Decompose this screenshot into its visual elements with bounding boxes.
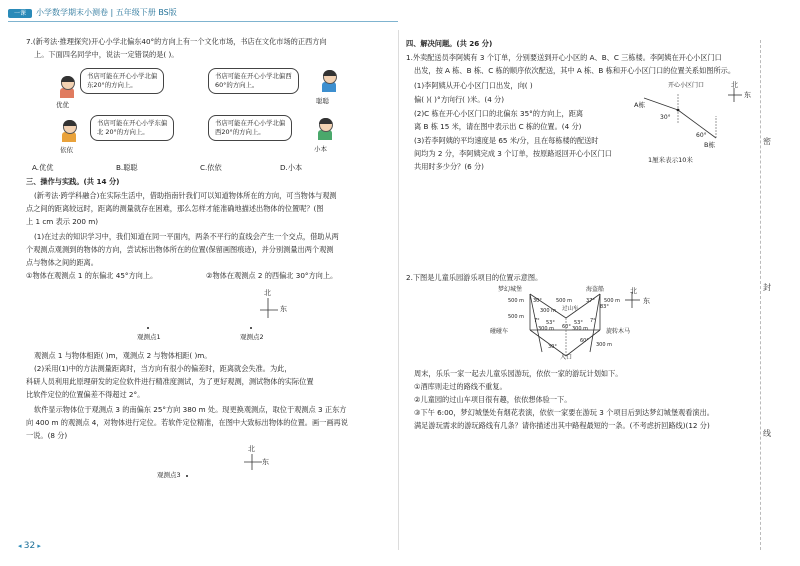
s4-q1-l5: (2)C 栋在开心小区门口的北偏东 35°的方向上，距离 xyxy=(414,109,584,118)
bubble-youyou-l2: 东20°的方向上。 xyxy=(87,81,137,89)
bubble-youyou xyxy=(80,68,164,94)
bubble-yiyi-l1: 书店可能在开心小学东偏 xyxy=(97,119,168,127)
s4-q1-l8: 间均为 2 分，李阿姨完成 3 个订单，按原路返回开心小区门口 xyxy=(414,149,612,158)
page-number-text: 32 xyxy=(23,541,36,551)
observation-point-1-dot xyxy=(147,327,149,329)
binding-line xyxy=(760,40,761,550)
kid-youyou-name: 优优 xyxy=(56,101,69,109)
s4-q2-text-5: 满足游玩需求的游玩路线有几条？请你描述出其中路程最短的一条。(不考虑折回路线)(12 分) xyxy=(414,421,710,430)
park-coaster: 过山车 xyxy=(562,306,579,312)
map1-scale: 1厘米表示10米 xyxy=(648,156,693,164)
option-a: A.优优 xyxy=(32,163,54,172)
kid-xiaoben-name: 小本 xyxy=(314,145,327,153)
s4-q2-text-2: ①酒库则走过的路线不重复。 xyxy=(414,382,507,391)
observation-point-1-label: 观测点1 xyxy=(137,333,161,341)
observation-point-2-label: 观测点2 xyxy=(240,333,264,341)
map1-angle-b: 60° xyxy=(696,132,707,139)
observation-point-3-label: 观测点3 xyxy=(157,471,181,479)
map1-east: 东 xyxy=(744,91,751,99)
compass2-north: 北 xyxy=(248,445,255,453)
park-dist-4: 500 m xyxy=(604,298,621,304)
s3-p1-l2: 点之间的距离较远时，距离的测量就存在困难，那么怎样才能准确地描述出物体的位置呢？(图 xyxy=(26,204,324,213)
observation-point-3-dot xyxy=(186,475,188,477)
s3-p3-l1: (2)采用(1)中的方法测量距离时，当方向有很小的偏差时，距离就会失准。为此， xyxy=(34,364,292,373)
header-underline xyxy=(8,21,398,22)
s3-p3-l4: 软件显示物体位于观测点 3 的南偏东 25°方向 380 m 处。现更换观测点，取位于观测点 3 正东方 xyxy=(34,405,347,414)
bubble-youyou-l1: 书店可能在开心小学北偏 xyxy=(87,72,158,80)
s4-q2-text-3: ②儿童园的过山车项目很有趣，依依想体验一下。 xyxy=(414,395,572,404)
park-ship: 海盗船 xyxy=(586,286,605,293)
s3-distance-line: 观测点 1 与物体相距( )m，观测点 2 与物体相距( )m。 xyxy=(34,351,212,360)
s4-q2-title: 2.下图是儿童乐园游乐项目的位置示意图。 xyxy=(406,273,543,282)
kid-yiyi-figure xyxy=(60,120,78,142)
option-d: D.小本 xyxy=(280,163,303,172)
park-dist-1: 500 m xyxy=(508,298,525,304)
margin-char-3: 线 xyxy=(763,429,771,438)
kid-yiyi-name: 依依 xyxy=(60,146,73,154)
s4-q1-l7: (3)若李阿姨的平均速度是 65 米/分，且在每栋楼的配送时 xyxy=(414,136,599,145)
s4-q2-text-4: ③下午 6:00，梦幻城堡处有烟花表演，依依一家要在游玩 3 个项目后到达梦幻城堡观看演出。 xyxy=(414,408,714,417)
s3-p3-l5: 向 400 m 的观测点 4，对物体进行定位。若软件定位精准，在图中大致标出物体的位置。画一画再说 xyxy=(26,418,348,427)
bubble-xiaoben-l1: 书店可能在开心小学北偏 xyxy=(215,119,286,127)
map1-gate-label: 开心小区门口 xyxy=(668,82,705,89)
park-dist-6: 300 m xyxy=(572,326,589,332)
park-angle-1: 30° xyxy=(533,298,542,304)
s3-p3-l6: 一说。(8 分) xyxy=(26,431,68,440)
s4-q1-l3: (1)李阿姨从开心小区门口出发，向( ) xyxy=(414,81,533,90)
kid-youyou-figure xyxy=(58,76,76,98)
bubble-yiyi xyxy=(90,115,174,141)
park-angle-8: 60° xyxy=(562,324,571,330)
s3-p1-l1: (新考法·跨学科融合)在实际生活中，借助指南针我们可以知道物体所在的方向，可当物体与观测 xyxy=(34,191,337,200)
section3-title: 三、操作与实践。(共 14 分) xyxy=(26,177,120,186)
s4-q1-l6: 离 B 栋 15 米，请在图中表示出 C 栋的位置。(4 分) xyxy=(414,122,582,131)
compass1-east: 东 xyxy=(280,305,287,313)
s3-obs2: ②物体在观测点 2 的西偏北 30°方向上。 xyxy=(206,271,338,280)
observation-point-2-dot xyxy=(250,327,252,329)
bubble-xiaoben xyxy=(208,115,292,141)
map1-north: 北 xyxy=(731,81,738,89)
s3-p2-l3: 点与物体之间的距离。 xyxy=(26,258,98,267)
park-dist-5: 300 m xyxy=(538,326,555,332)
compass2-east: 东 xyxy=(262,458,269,466)
margin-char-1: 密 xyxy=(763,137,771,146)
header-badge: 一课 xyxy=(8,9,32,18)
park-angle-10: 30° xyxy=(548,344,557,350)
s3-p1-l3: 上 1 cm 表示 200 m) xyxy=(26,217,99,226)
header-title: 小学数学期末小测卷 | 五年级下册 BS版 xyxy=(36,8,177,17)
bubble-yiyi-l2: 北 20°的方向上。 xyxy=(97,128,149,136)
s4-q1-l4: 偏( )( )°方向行( )米。(4 分) xyxy=(414,95,505,104)
section4-title: 四、解决问题。(共 26 分) xyxy=(406,39,493,48)
s4-q1-l2: 出发，按 A 栋、B 栋、C 栋的顺序依次配送，其中 A 栋、B 栋和开心小区门口的位置关系如图所示。 xyxy=(414,66,736,75)
page-number xyxy=(18,541,41,551)
compass-rose-1 xyxy=(254,288,294,322)
park-east: 东 xyxy=(643,297,650,305)
s3-p3-l2: 科研人员利用此原理研发的定位软件进行精准度测试，为了更好观测，测试物体的实际位置 xyxy=(26,377,314,386)
park-dist-3: 500 m xyxy=(556,298,573,304)
kid-congcong-name: 聪聪 xyxy=(316,97,329,105)
map1-angle-a: 30° xyxy=(660,114,671,121)
park-carousel: 旋转木马 xyxy=(606,328,631,335)
park-castle: 梦幻城堡 xyxy=(498,286,523,293)
bubble-congcong xyxy=(208,68,299,94)
park-angle-3: 83° xyxy=(600,304,609,310)
option-c: C.依依 xyxy=(200,163,222,172)
q7-line1: 7.(新考法·推理探究)开心小学北偏东40°的方向上有一个文化市场，书店在文化市场的正西方向 xyxy=(26,37,327,46)
map1-b-label: B栋 xyxy=(704,141,715,149)
margin-char-2: 封 xyxy=(763,283,771,292)
bubble-xiaoben-l2: 西20°的方向上。 xyxy=(215,128,265,136)
park-angle-7: 7° xyxy=(590,318,596,324)
kid-congcong-figure xyxy=(320,70,338,92)
column-divider xyxy=(398,30,399,550)
park-angle-4: 7° xyxy=(534,318,540,324)
kid-xiaoben-figure xyxy=(316,118,334,140)
park-angle-5: 53° xyxy=(546,320,555,326)
park-angle-6: 53° xyxy=(574,320,583,326)
s3-obs1: ①物体在观测点 1 的东偏北 45°方向上。 xyxy=(26,271,158,280)
park-north: 北 xyxy=(630,287,637,295)
option-b: B.聪聪 xyxy=(116,163,138,172)
bubble-congcong-l1: 书店可能在开心小学北偏西 xyxy=(215,72,292,80)
park-dist-8: 300 m xyxy=(596,342,613,348)
park-dist-7: 500 m xyxy=(508,314,525,320)
s3-p2-l1: (1)在过去的知识学习中，我们知道在同一平面内，两条不平行的直线会产生一个交点，借助从两 xyxy=(34,232,339,241)
s3-p3-l3: 比软件定位的位置偏差不得超过 2°。 xyxy=(26,390,145,399)
q7-line2: 上。下面四名同学中，说法一定错误的是( )。 xyxy=(34,50,179,59)
park-dist-2: 300 m xyxy=(540,308,557,314)
park-angle-9: 60° xyxy=(580,338,589,344)
s4-q1-l1: 1.外卖配送员李阿姨有 3 个订单，分别要送到开心小区的 A、B、C 三栋楼。李阿姨在开心小区门口 xyxy=(406,53,722,62)
next-page-icon: ▸ xyxy=(35,542,41,550)
s4-q1-l9: 共用时多少分？(6 分) xyxy=(414,162,484,171)
bubble-congcong-l2: 60°的方向上。 xyxy=(215,81,259,89)
map1-a-label: A栋 xyxy=(634,101,645,109)
s4-q2-text-1: 周末，乐乐一家一起去儿童乐园游玩，依依一家的游玩计划如下。 xyxy=(414,369,623,378)
park-angle-2: 37° xyxy=(586,298,595,304)
prev-page-icon: ◂ xyxy=(18,542,24,550)
park-entrance: 入口 xyxy=(560,354,573,361)
compass-rose-2 xyxy=(240,444,280,474)
compass1-north: 北 xyxy=(264,289,271,297)
s3-p2-l2: 个观测点观测到的物体的方向，尝试标出物体所在的位置(保留画图痕迹)，并分别测量出两个观测 xyxy=(26,245,334,254)
park-bumper: 碰碰车 xyxy=(490,328,509,335)
